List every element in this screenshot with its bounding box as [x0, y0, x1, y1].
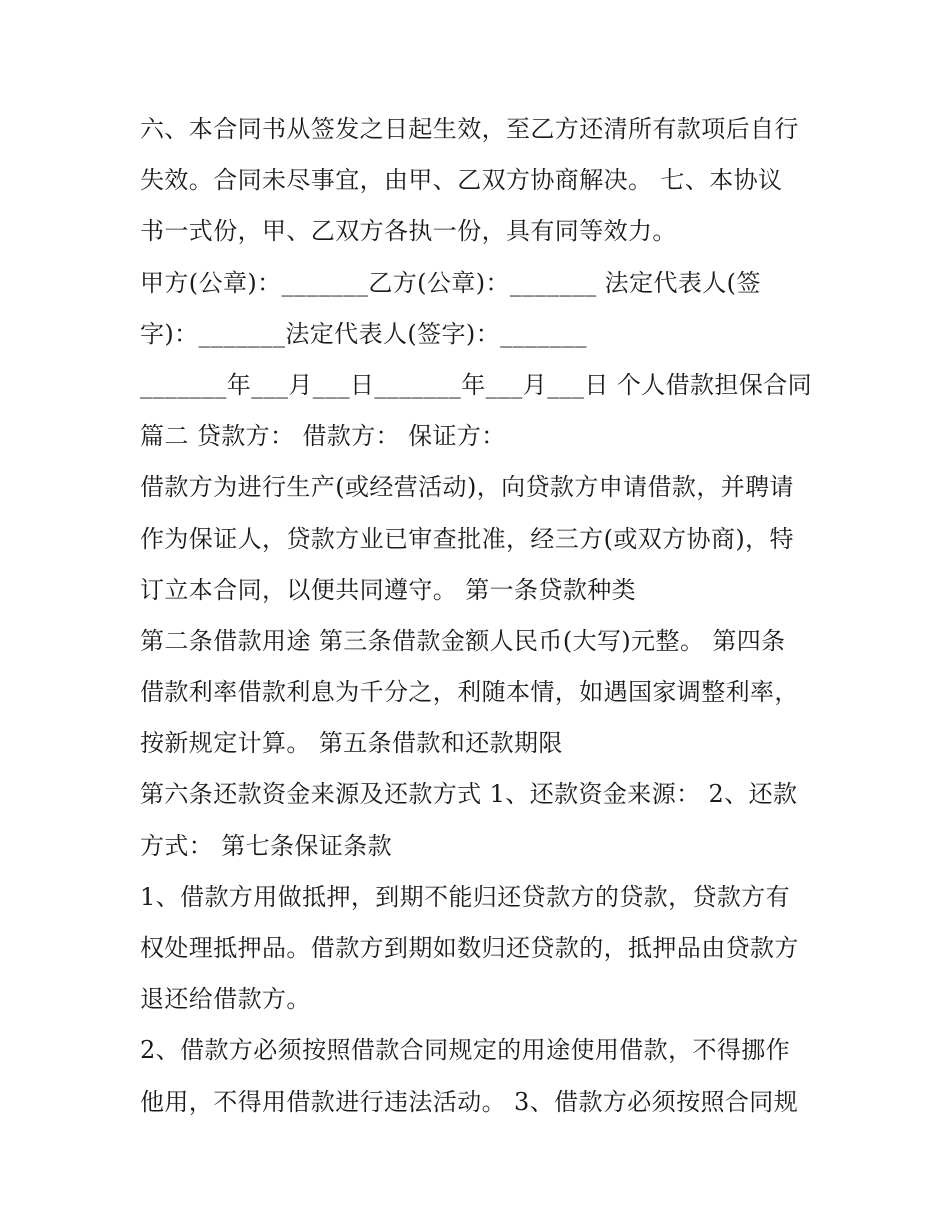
- text-line: 退还给借款方。: [140, 985, 311, 1014]
- text-line: 篇二 贷款方： 借款方： 保证方：: [140, 422, 506, 451]
- text-line: 他用，不得用借款进行违法活动。 3、借款方必须按照合同规: [140, 1087, 799, 1116]
- text-line: _______年___月___日_______年___月___日 个人借款担保合同: [140, 370, 813, 399]
- text-line: 甲方(公章)：_______乙方(公章)：_______ 法定代表人(签: [140, 268, 761, 297]
- document-body: [140, 104, 820, 1128]
- text-line: 1、借款方用做抵押，到期不能归还贷款方的贷款，贷款方有: [140, 882, 791, 911]
- text-line: 六、本合同书从签发之日起生效，至乙方还清所有款项后自行: [140, 115, 799, 143]
- text-line: 失效。合同未尽事宜，由甲、乙双方协商解决。 七、本协议: [140, 166, 783, 195]
- text-line: 借款方为进行生产(或经营活动)，向贷款方申请借款，并聘请: [140, 473, 794, 502]
- text-line: 按新规定计算。 第五条借款和还款期限: [140, 729, 563, 758]
- text-line: 作为保证人，贷款方业已审查批准，经三方(或双方协商)，特: [140, 524, 794, 553]
- text-line: 方式： 第七条保证条款: [140, 831, 393, 860]
- text-line: 订立本合同，以便共同遵守。 第一条贷款种类: [140, 575, 637, 604]
- text-line: 权处理抵押品。借款方到期如数归还贷款的，抵押品由贷款方: [140, 934, 799, 962]
- text-line: 字)：_______法定代表人(签字)：_______: [140, 319, 587, 348]
- text-line: 书一式份，甲、乙双方各执一份，具有同等效力。: [140, 217, 677, 246]
- text-line: 2、借款方必须按照借款合同规定的用途使用借款，不得挪作: [140, 1036, 791, 1065]
- text-line: 借款利率借款利息为千分之，利随本情，如遇国家调整利率，: [140, 678, 799, 707]
- text-line: 第六条还款资金来源及还款方式 1、还款资金来源： 2、还款: [140, 780, 798, 809]
- text-line: 第二条借款用途 第三条借款金额人民币(大写)元整。 第四条: [140, 626, 786, 655]
